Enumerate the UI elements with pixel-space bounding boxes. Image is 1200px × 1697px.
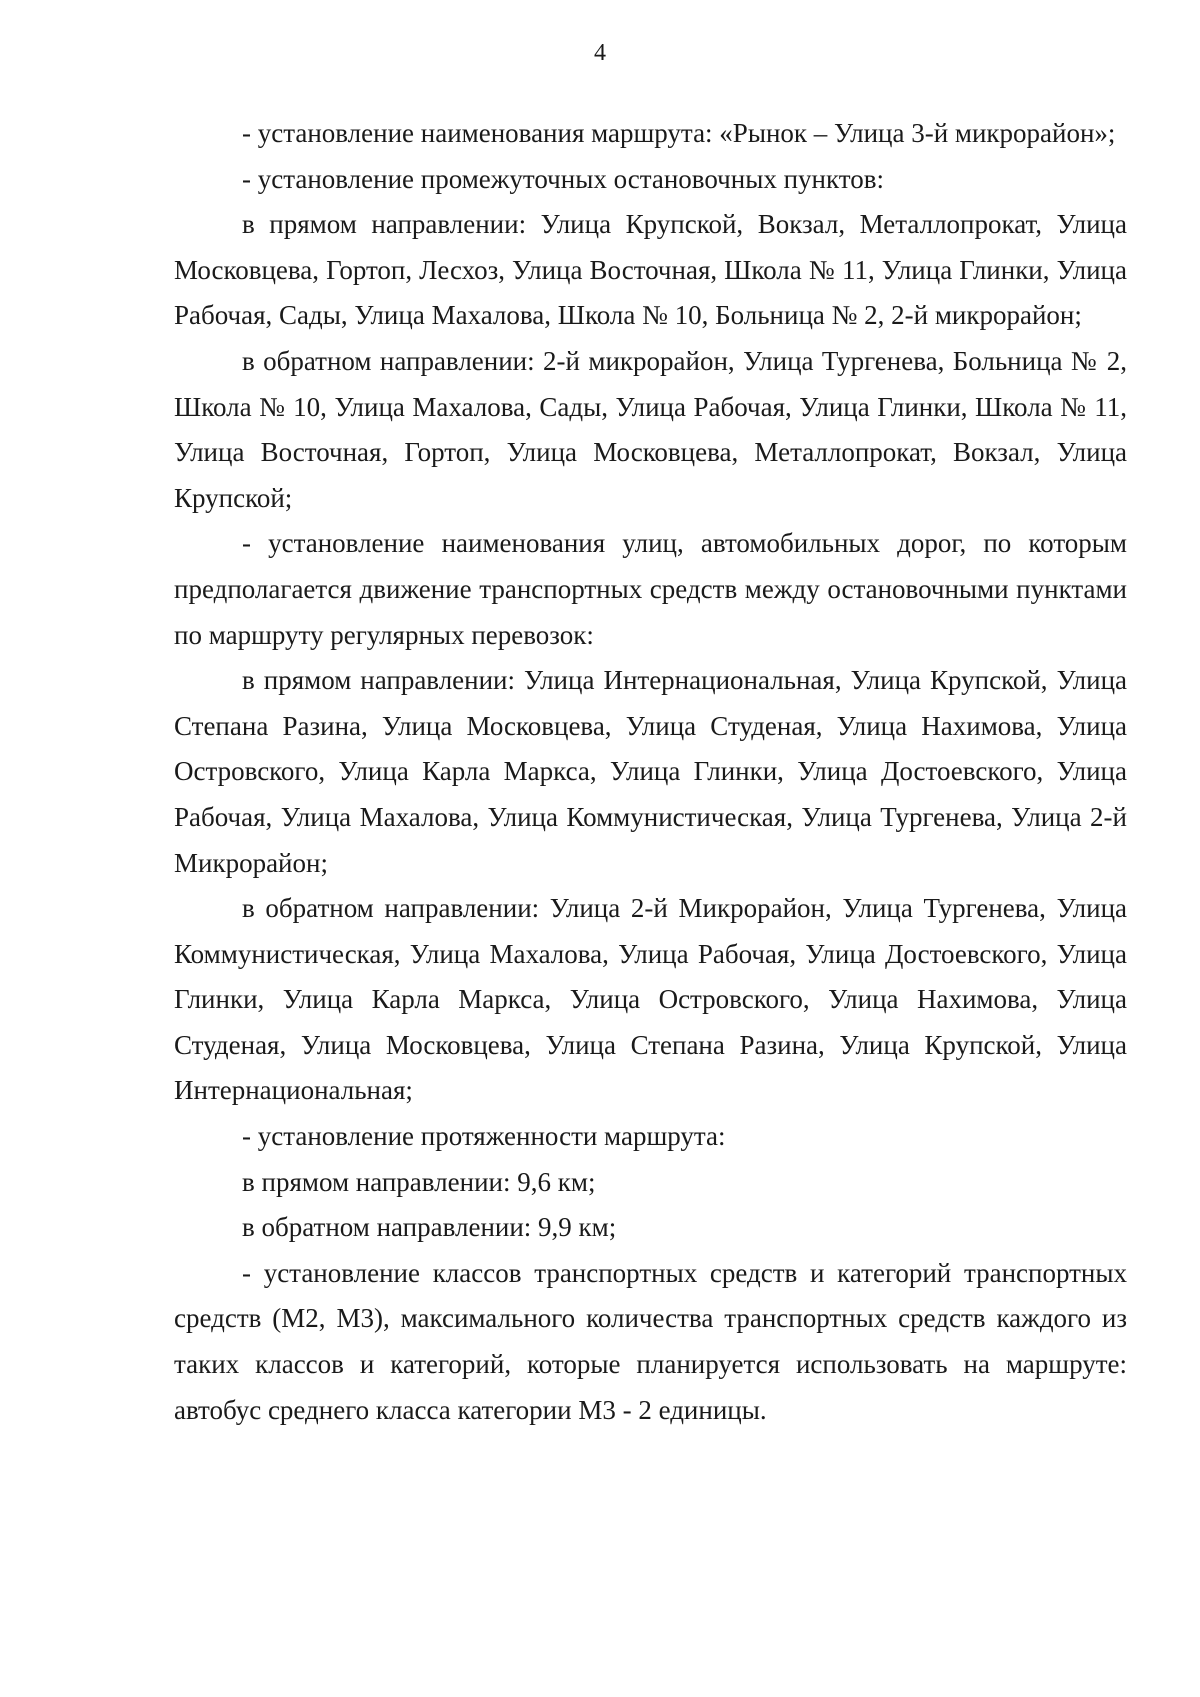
document-body — [174, 111, 1127, 1433]
paragraph-vehicle-classes: - установление классов транспортных средств и категорий транспортных средств (М2, М3), максимального количества транспортных средств каждого из таких классов и категорий, которые планируется использовать на маршруте: автобус среднего класса категории М3 - 2 единицы. — [174, 1257, 1127, 1425]
paragraph-stops-heading: - установление промежуточных остановочных пунктов: — [242, 163, 884, 194]
paragraph-length-heading: - установление протяженности маршрута: — [242, 1121, 726, 1152]
paragraph-length-backward: в обратном направлении: 9,9 км; — [242, 1212, 617, 1243]
paragraph-stops-backward: в обратном направлении: 2-й микрорайон, Улица Тургенева, Больница № 2, Школа № 10, Улица Махалова, Сады, Улица Рабочая, Улица Глинки, Школа № 11, Улица Восточная, Гортоп, Улица Московцева, Металлопрокат, Вокзал, Улица Крупской; — [174, 345, 1127, 513]
paragraph-stops-forward: в прямом направлении: Улица Крупской, Вокзал, Металлопрокат, Улица Московцева, Гортоп, Лесхоз, Улица Восточная, Школа № 11, Улица Глинки, Улица Рабочая, Сады, Улица Махалова, Школа № 10, Больница № 2, 2-й микрорайон; — [174, 209, 1127, 331]
paragraph-streets-forward: в прямом направлении: Улица Интернациональная, Улица Крупской, Улица Степана Разина, Улица Московцева, Улица Студеная, Улица Нахимова, Улица Островского, Улица Карла Маркса, Улица Глинки, Улица Достоевского, Улица Рабочая, Улица Махалова, Улица Коммунистическая, Улица Тургенева, Улица 2-й Микрорайон; — [174, 665, 1127, 878]
paragraph-length-forward: в прямом направлении: 9,6 км; — [242, 1166, 596, 1197]
page-number: 4 — [594, 40, 606, 66]
paragraph-route-name: - установление наименования маршрута: «Рынок – Улица 3-й микрорайон»; — [242, 118, 1116, 148]
paragraph-streets-heading: - установление наименования улиц, автомобильных дорог, по которым предполагается движение транспортных средств между остановочными пунктами по маршруту регулярных перевозок: — [174, 528, 1127, 650]
paragraph-streets-backward: в обратном направлении: Улица 2-й Микрорайон, Улица Тургенева, Улица Коммунистическая, Улица Махалова, Улица Рабочая, Улица Достоевского, Улица Глинки, Улица Карла Маркса, Улица Островского, Улица Нахимова, Улица Студеная, Улица Московцева, Улица Степана Разина, Улица Крупской, Улица Интернациональная; — [174, 893, 1127, 1106]
